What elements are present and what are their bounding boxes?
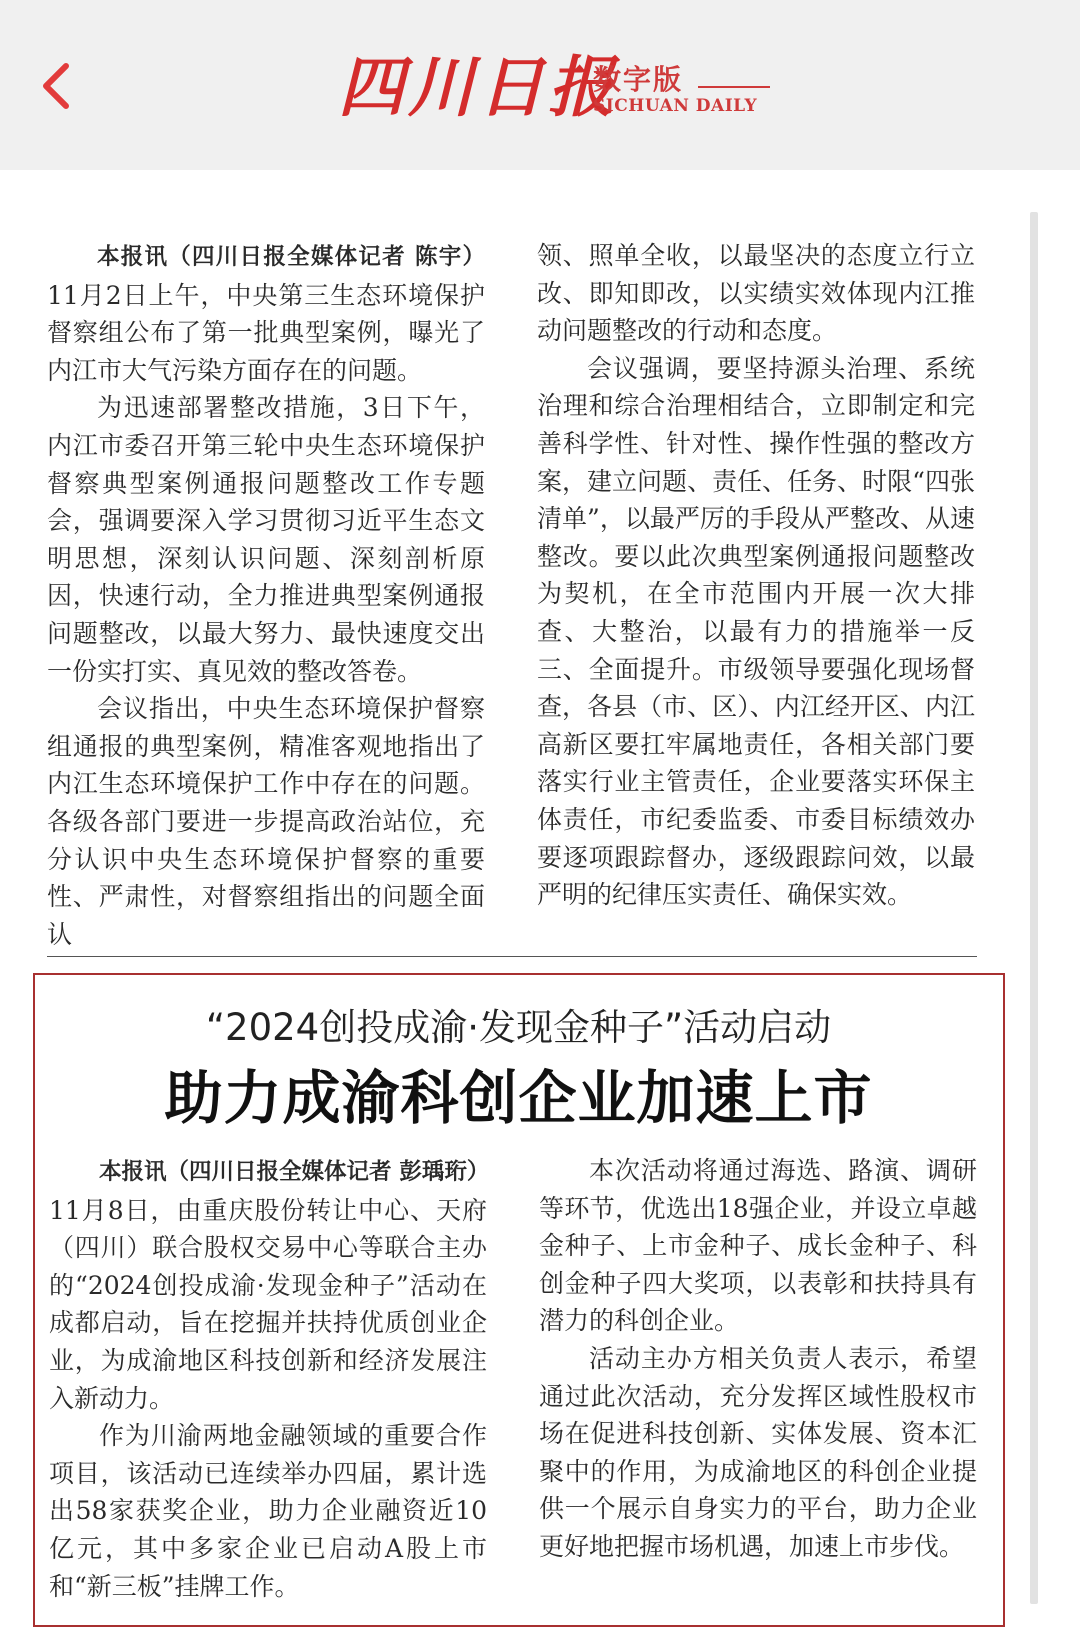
scrollbar[interactable]	[1030, 212, 1038, 1604]
logo-rule	[698, 86, 770, 88]
article2-paragraph: 作为川渝两地金融领域的重要合作项目，该活动已连续举办四届，累计选出58家获奖企业，助力企业融资近10亿元，其中多家企业已启动A股上市和“新三板”挂牌工作。	[49, 1421, 487, 1601]
article2-paragraph: 活动主办方相关负责人表示，希望通过此次活动，充分发挥区域性股权市场在促进科技创新、实体发展、资本汇聚中的作用，为成渝地区的科创企业提供一个展示自身实力的平台，助力企业更好地把握市场机遇，加速上市步伐。	[539, 1343, 977, 1561]
article2-left-column	[49, 1152, 490, 1605]
article1-byline: 本报讯（四川日报全媒体记者 陈宇）	[97, 244, 485, 270]
logo-chinese-name: 四川日报	[338, 48, 618, 126]
logo-english-name: SICHUAN DAILY	[593, 96, 758, 116]
article2-box	[33, 973, 1005, 1627]
article1-paragraph: 领、照单全收，以最坚决的态度立行立改、即知即改，以实绩实效体现内江推动问题整改的行动和态度。	[537, 241, 975, 346]
article2-byline: 本报讯（四川日报全媒体记者 彭瑀珩）	[99, 1159, 490, 1185]
article2-paragraph: 11月8日，由重庆股份转让中心、天府（四川）联合股权交易中心等联合主办的“2024创投成渝·发现金种子”活动在成都启动，旨在挖掘并扶持优质创业企业，为成渝地区科技创新和经济发展注入新动力。	[49, 1195, 487, 1413]
article2-subheadline: “2024创投成渝·发现金种子”活动启动	[205, 1006, 832, 1049]
article1-paragraph: 11月2日上午，中央第三生态环境保护督察组公布了第一批典型案例，曝光了内江市大气污染方面存在的问题。	[47, 280, 485, 385]
article2-paragraph: 本次活动将通过海选、路演、调研等环节，优选出18强企业，并设立卓越金种子、上市金种子、成长金种子、科创金种子四大奖项，以表彰和扶持具有潜力的科创企业。	[539, 1156, 977, 1336]
app-header	[0, 0, 1080, 170]
article1-paragraph: 为迅速部署整改措施，3日下午，内江市委召开第三轮中央生态环境保护督察典型案例通报问题整改工作专题会，强调要深入学习贯彻习近平生态文明思想，深刻认识问题、深刻剖析原因，快速行动，全力推进典型案例通报问题整改，以最大努力、最快速度交出一份实打实、真见效的整改答卷。	[47, 393, 485, 686]
article1-lead-paragraph	[47, 237, 485, 389]
article1-right-column	[537, 237, 975, 914]
article2-headline: 助力成渝科创企业加速上市	[164, 1064, 873, 1132]
article1-left-column	[47, 237, 485, 953]
chevron-left-icon	[36, 58, 76, 114]
article1-paragraph: 会议指出，中央生态环境保护督察组通报的典型案例，精准客观地指出了内江生态环境保护工作中存在的问题。各级各部门要进一步提高政治站位，充分认识中央生态环境保护督察的重要性、严肃性，对督察组指出的问题全面认	[47, 694, 485, 949]
article2-right-column	[539, 1152, 977, 1566]
article2-lead-paragraph	[49, 1152, 490, 1417]
article1-paragraph: 会议强调，要坚持源头治理、系统治理和综合治理相结合，立即制定和完善科学性、针对性、操作性强的整改方案，建立问题、责任、任务、时限“四张清单”，以最严厉的手段从严整改、从速整改。要以此次典型案例通报问题整改为契机，在全市范围内开展一次大排查、大整治，以最有力的措施举一反三、全面提升。市级领导要强化现场督查，各县（市、区）、内江经开区、内江高新区要扛牢属地责任，各相关部门要落实行业主管责任，企业要落实环保主体责任，市纪委监委、市委目标绩效办要逐项跟踪督办，逐级跟踪问效，以最严明的纪律压实责任、确保实效。	[537, 353, 975, 910]
back-button[interactable]	[36, 58, 76, 114]
sichuan-daily-logo	[338, 44, 778, 134]
article-divider	[47, 956, 977, 957]
logo-edition-label: 数字版	[593, 63, 684, 96]
